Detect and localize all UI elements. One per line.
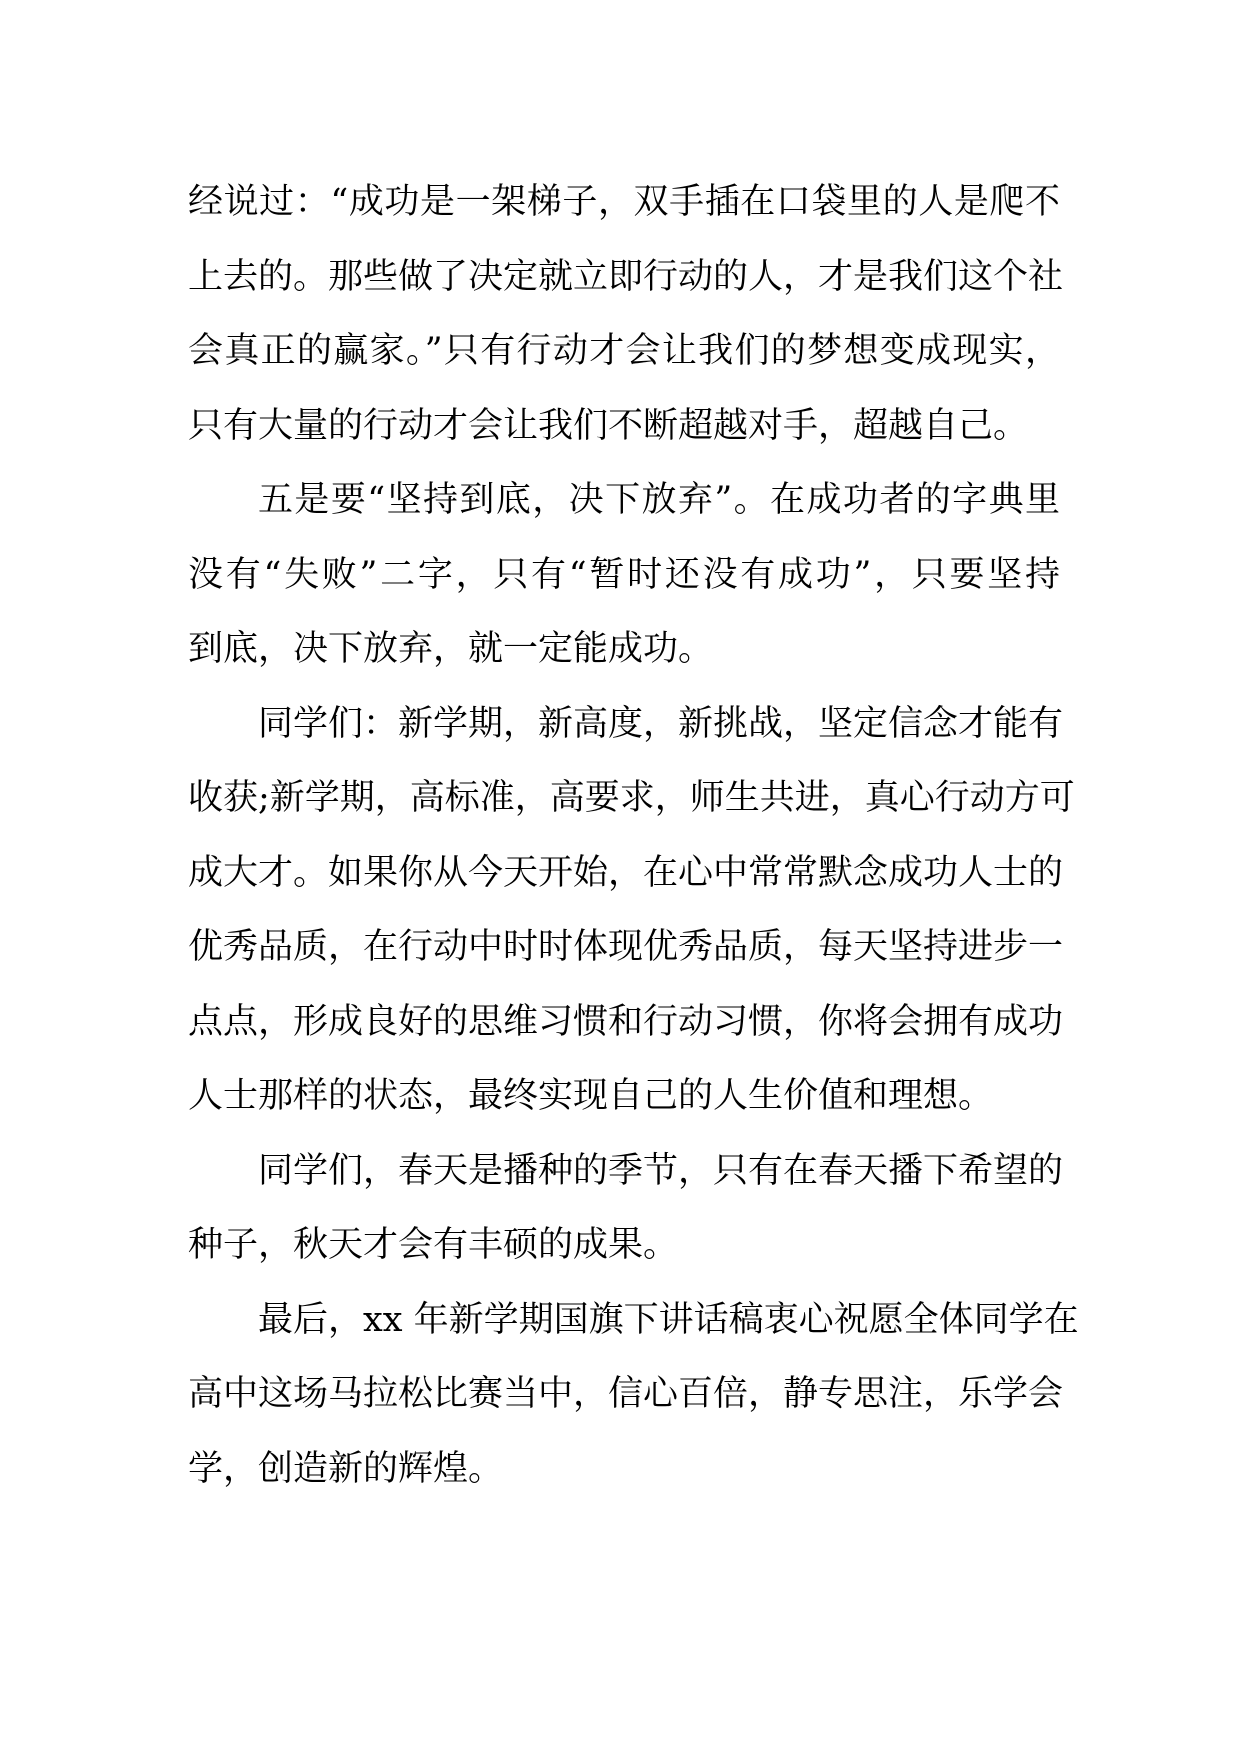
text-line: 到底，决下放弃，就一定能成功。: [188, 629, 714, 669]
document-body: [188, 165, 1079, 1506]
text-line: 学，创造新的辉煌。: [188, 1448, 504, 1489]
text-line: 上去的。那些做了决定就立即行动的人，才是我们这个社: [188, 256, 1064, 297]
text-line: 同学们：新学期，新高度，新挑战，坚定信念才能有: [258, 703, 1064, 744]
text-line: 种子，秋天才会有丰硕的成果。: [188, 1225, 679, 1265]
text-line: 同学们，春天是播种的季节，只有在春天播下希望的: [258, 1150, 1064, 1191]
text-line: 最后，xx 年新学期国旗下讲话稿衷心祝愿全体同学在: [258, 1299, 1079, 1340]
text-line: 点点，形成良好的思维习惯和行动习惯，你将会拥有成功: [188, 1001, 1064, 1042]
text-line: 经说过：“成功是一架梯子，双手插在口袋里的人是爬不: [188, 182, 1060, 222]
text-line: 没有“失败”二字，只有“暂时还没有成功”，只要坚持: [188, 554, 1060, 595]
text-line: 收获;新学期，高标准，高要求，师生共进，真心行动方可: [188, 778, 1075, 818]
text-line: 会真正的赢家。”只有行动才会让我们的梦想变成现实，: [188, 331, 1060, 371]
text-line: 只有大量的行动才会让我们不断超越对手，超越自己。: [188, 405, 1029, 446]
text-line: 优秀品质，在行动中时时体现优秀品质，每天坚持进步一: [188, 927, 1064, 967]
text-line: 人士那样的状态，最终实现自己的人生价值和理想。: [188, 1076, 994, 1116]
text-line: 五是要“坚持到底，决下放弃”。在成功者的字典里: [258, 480, 1060, 520]
text-line: 高中这场马拉松比赛当中，信心百倍，静专思注，乐学会: [188, 1374, 1064, 1414]
text-line: 成大才。如果你从今天开始，在心中常常默念成功人士的: [188, 852, 1064, 893]
